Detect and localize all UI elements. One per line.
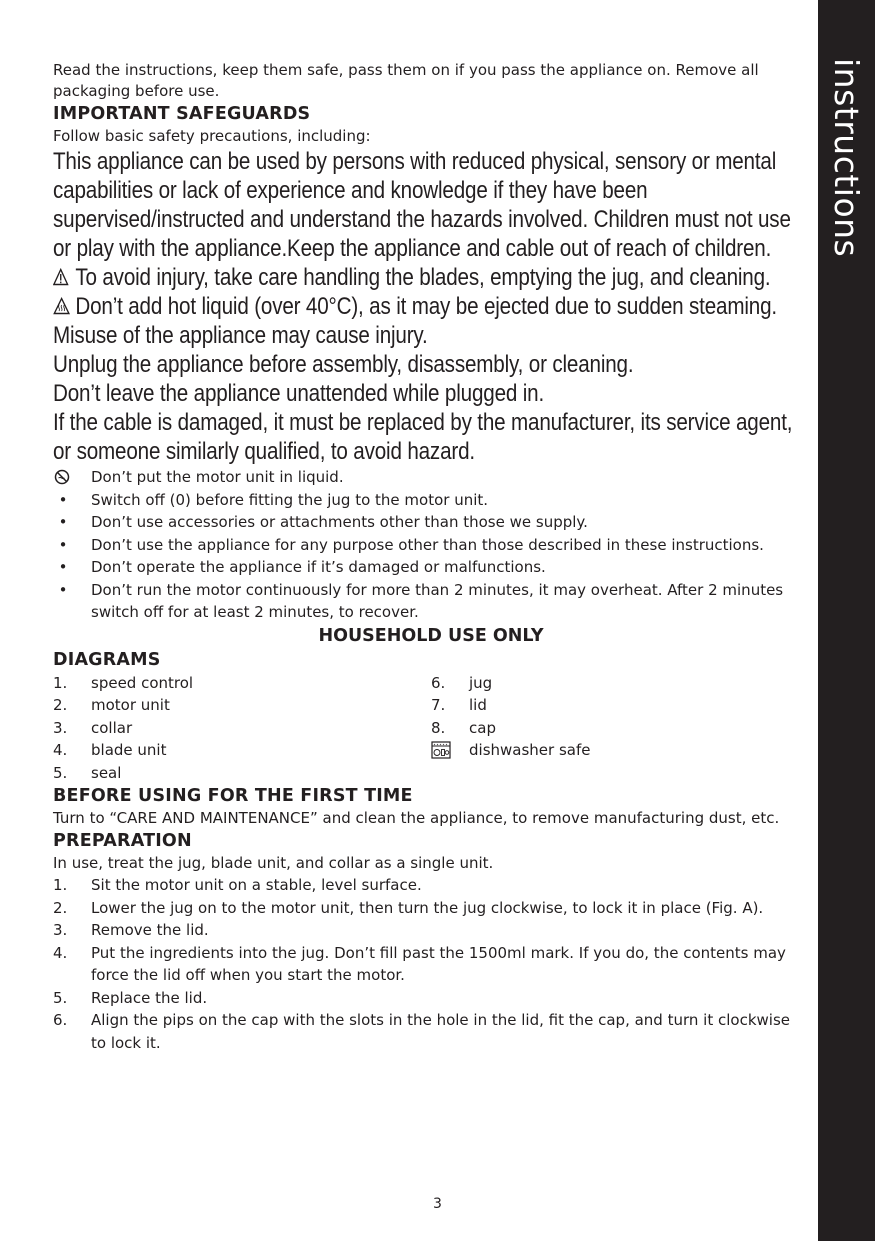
dishwasher-safe-label: dishwasher safe [469,741,591,759]
list-item [53,762,431,785]
warning-hot [53,292,807,321]
step-text: Remove the lid. [91,921,209,939]
bullet-text: Don’t operate the appliance if it’s damaged or malfunctions. [91,558,546,576]
safeguards-heading: IMPORTANT SAFEGUARDS [53,104,311,124]
list-item [53,511,809,534]
warning-blades-text: To avoid injury, take care handling the blades, emptying the jug, and cleaning. [75,264,771,291]
safeguards-para: This appliance can be used by persons with reduced physical, sensory or mental capabilities or lack of experience and knowledge if they have been supervised/instructed and understand the hazards involved. Children must not use or play with the appliance.Keep the appliance and cable out of reach of children. [53,148,791,262]
bullet-glyph: • [58,490,68,509]
preparation-intro: In use, treat the jug, blade unit, and collar as a single unit. [53,854,494,872]
list-item [431,717,809,740]
bullet-text: Switch off (0) before fitting the jug to the motor unit. [91,490,489,509]
list-item [53,717,431,740]
misuse-text: Misuse of the appliance may cause injury. [53,322,428,349]
household-use-only: HOUSEHOLD USE ONLY [318,625,544,646]
item-label: jug [469,673,493,692]
list-item [53,556,809,579]
item-label: collar [91,718,133,737]
step-number: 5. [53,988,68,1007]
item-number: 5. [53,763,68,782]
step-number: 2. [53,898,68,917]
bullet-glyph: • [58,580,68,599]
bullet-text: Don’t put the motor unit in liquid. [91,468,344,486]
step-number: 4. [53,943,68,962]
dishwasher-icon [431,739,469,762]
item-label: blade unit [91,741,167,759]
no-immerse-icon [53,466,73,485]
list-item [53,897,809,920]
item-label: seal [91,763,122,782]
bullet-glyph: • [58,535,68,554]
list-item [53,534,809,557]
bullet-text: Don’t use accessories or attachments other than those we supply. [91,513,588,531]
cable-text: If the cable is damaged, it must be replaced by the manufacturer, its service agent, or someone similarly qualified, to avoid hazard. [53,409,793,465]
step-text: Lower the jug on to the motor unit, then turn the jug clockwise, to lock it in place (Fig. A). [91,898,764,917]
warning-triangle-icon [53,268,75,286]
step-text: Sit the motor unit on a stable, level surface. [91,876,422,894]
list-item [53,1009,809,1054]
item-label: lid [469,696,487,714]
bullet-glyph: • [58,558,68,576]
step-number: 1. [53,876,68,894]
list-item [53,942,809,987]
preparation-steps [53,874,809,1054]
item-number: 1. [53,673,68,692]
page-number: 3 [433,1196,442,1212]
item-label: motor unit [91,696,170,714]
bullet-text: Don’t use the appliance for any purpose other than those described in these instructions. [91,535,764,554]
list-item [53,466,809,489]
list-item [53,489,809,512]
step-number: 6. [53,1011,68,1029]
diagrams-left-column [53,672,431,785]
first-time-text: Turn to “CARE AND MAINTENANCE” and clean the appliance, to remove manufacturing dust, etc. [53,809,780,827]
unplug-text: Unplug the appliance before assembly, disassembly, or cleaning. [53,351,634,378]
intro-text: Read the instructions, keep them safe, pass them on if you pass the appliance on. Remove all packaging before use. [53,61,759,100]
step-text: Replace the lid. [91,988,208,1007]
diagrams-right-column [431,672,809,785]
item-number: 7. [431,696,446,714]
item-label: speed control [91,673,194,692]
item-number: 4. [53,741,68,759]
side-tab-label: instructions [827,58,866,258]
hot-surface-icon [53,297,75,315]
item-number: 3. [53,718,68,737]
safety-bullets [53,466,809,624]
list-item [53,694,431,717]
step-number: 3. [53,921,68,939]
unattended-text: Don’t leave the appliance unattended while plugged in. [53,380,545,407]
safeguards-subheading: Follow basic safety precautions, including: [53,127,371,145]
page-content [53,60,809,1054]
diagrams-heading: DIAGRAMS [53,649,161,670]
bullet-text: Don’t run the motor continuously for more than 2 minutes, it may overheat. After 2 minutes switch off for at least 2 minutes, to recover. [91,580,784,621]
item-number: 2. [53,696,68,714]
item-label: cap [469,718,496,737]
list-item [53,919,809,942]
diagrams-list [53,672,809,785]
list-item [53,579,809,624]
first-time-heading: BEFORE USING FOR THE FIRST TIME [53,786,413,806]
list-item [53,672,431,695]
preparation-heading: PREPARATION [53,831,192,851]
bullet-glyph: • [58,513,68,531]
list-item [431,672,809,695]
warning-hot-text: Don’t add hot liquid (over 40°C), as it may be ejected due to sudden steaming. [75,293,777,320]
list-item [53,739,431,762]
step-text: Align the pips on the cap with the slots in the hole in the lid, fit the cap, and turn it clockwise to lock it. [91,1011,790,1052]
list-item [431,694,809,717]
item-number: 6. [431,673,446,692]
warning-blades [53,263,807,292]
list-item [53,987,809,1010]
list-item [431,739,809,762]
list-item [53,874,809,897]
step-text: Put the ingredients into the jug. Don’t fill past the 1500ml mark. If you do, the contents may force the lid off when you start the motor. [91,943,786,984]
item-number: 8. [431,718,446,737]
